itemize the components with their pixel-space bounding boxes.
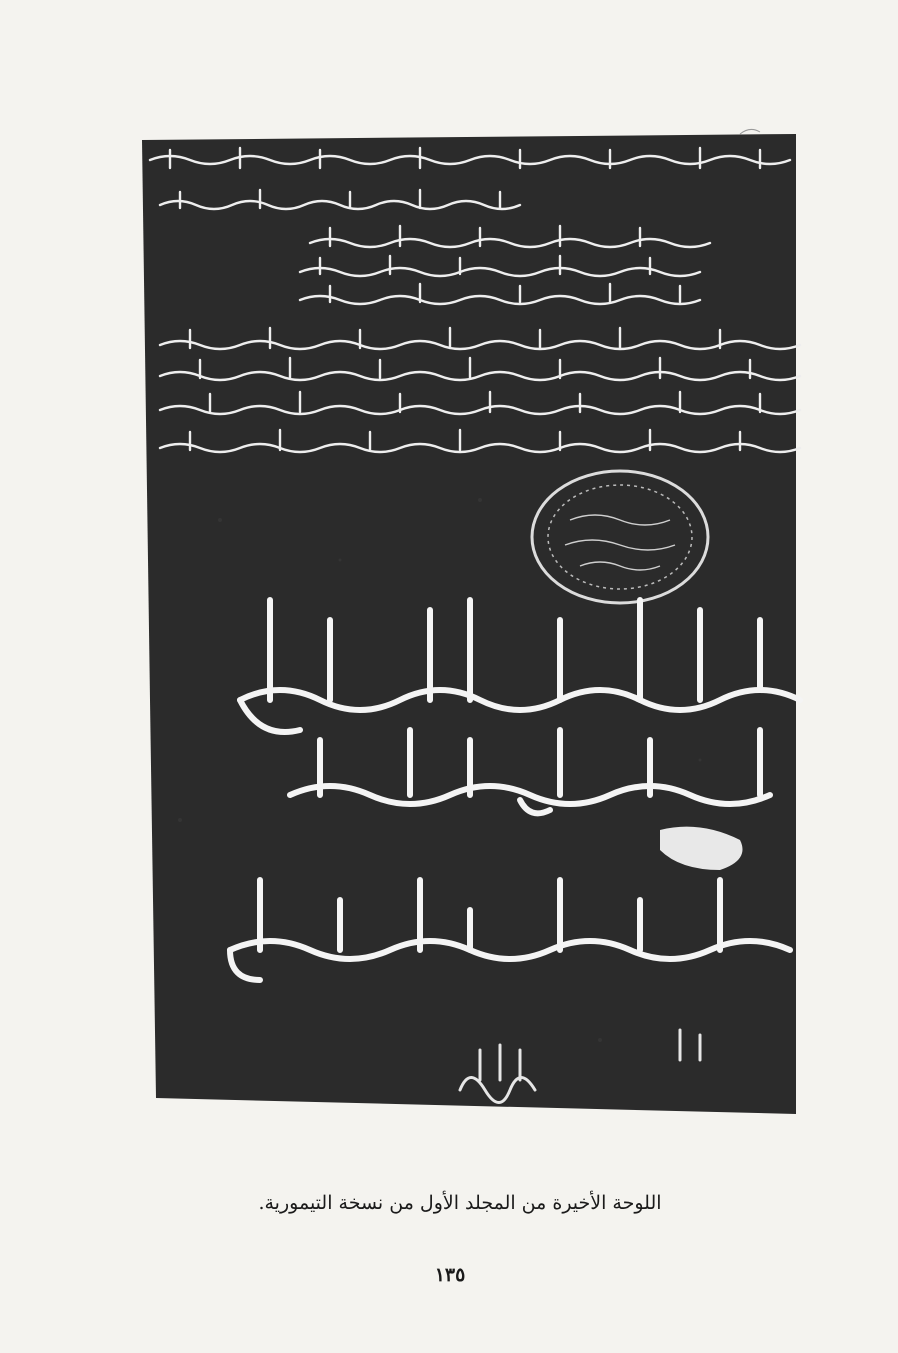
margin-pencil-mark [740,129,760,134]
page-number: ١٣٥ [434,1264,466,1286]
figure-caption: اللوحة الأخيرة من المجلد الأول من نسخة التيمورية. [258,1192,662,1214]
